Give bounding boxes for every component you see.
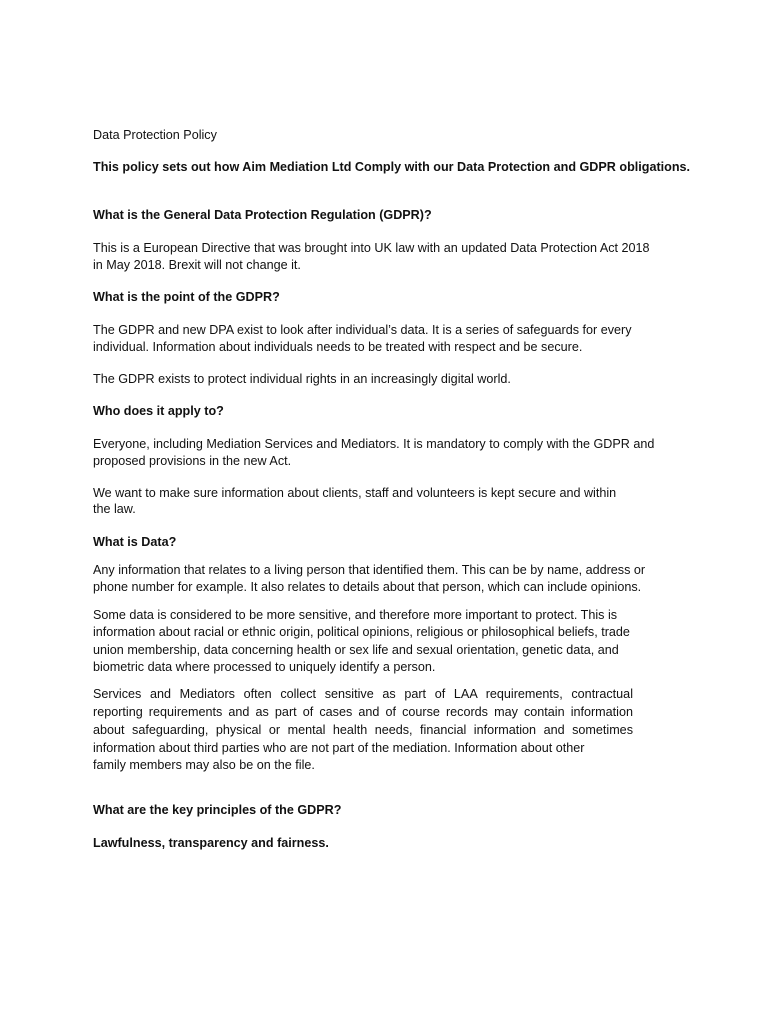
paragraph-line: We want to make sure information about clients, staff and volunteers is kept secure and within — [93, 486, 617, 500]
paragraph-line: The GDPR and new DPA exist to look after individual’s data. It is a series of safeguards for every — [93, 323, 632, 337]
paragraph-line: phone number for example. It also relates to details about that person, which can include opinions. — [93, 580, 642, 594]
paragraph-line: information about racial or ethnic origin, political opinions, religious or philosophical beliefs, trade — [93, 625, 630, 639]
section-heading-key-principles: What are the key principles of the GDPR? — [93, 803, 342, 817]
paragraph-line: The GDPR exists to protect individual rights in an increasingly digital world. — [93, 372, 511, 386]
paragraph-line: union membership, data concerning health or sex life and sexual orientation, genetic data, and — [93, 643, 619, 657]
paragraph-line: Services and Mediators often collect sensitive as part of LAA requirements, contractual — [93, 687, 633, 701]
paragraph-line: information about third parties who are not part of the mediation. Information about other — [93, 741, 585, 755]
paragraph-line: biometric data where processed to uniquely identify a person. — [93, 660, 436, 674]
paragraph-line: individual. Information about individuals needs to be treated with respect and be secure. — [93, 340, 583, 354]
section-heading-what-is-data: What is Data? — [93, 535, 177, 549]
section-heading-point-of-gdpr: What is the point of the GDPR? — [93, 290, 280, 304]
paragraph-line: Any information that relates to a living person that identified them. This can be by name, address or — [93, 563, 646, 577]
paragraph-line: proposed provisions in the new Act. — [93, 454, 292, 468]
paragraph-line: family members may also be on the file. — [93, 758, 315, 772]
paragraph-line: in May 2018. Brexit will not change it. — [93, 258, 301, 272]
section-heading-what-is-gdpr: What is the General Data Protection Regulation (GDPR)? — [93, 208, 432, 222]
paragraph-line: about safeguarding, physical or mental health needs, financial information and sometimes — [93, 723, 633, 737]
paragraph-line: This is a European Directive that was brought into UK law with an updated Data Protection Act 2018 — [93, 241, 650, 255]
paragraph-line: Everyone, including Mediation Services and Mediators. It is mandatory to comply with the GDPR and — [93, 437, 655, 451]
paragraph-line: reporting requirements and as part of cases and of course records may contain information — [93, 705, 633, 719]
section-heading-who-does-it-apply-to: Who does it apply to? — [93, 404, 224, 418]
paragraph-line: Some data is considered to be more sensitive, and therefore more important to protect. This is — [93, 608, 618, 622]
intro-statement: This policy sets out how Aim Mediation Ltd Comply with our Data Protection and GDPR obligations. — [93, 160, 691, 174]
subheading-lawfulness: Lawfulness, transparency and fairness. — [93, 836, 329, 850]
paragraph-line: the law. — [93, 502, 136, 516]
document-title: Data Protection Policy — [93, 128, 217, 142]
